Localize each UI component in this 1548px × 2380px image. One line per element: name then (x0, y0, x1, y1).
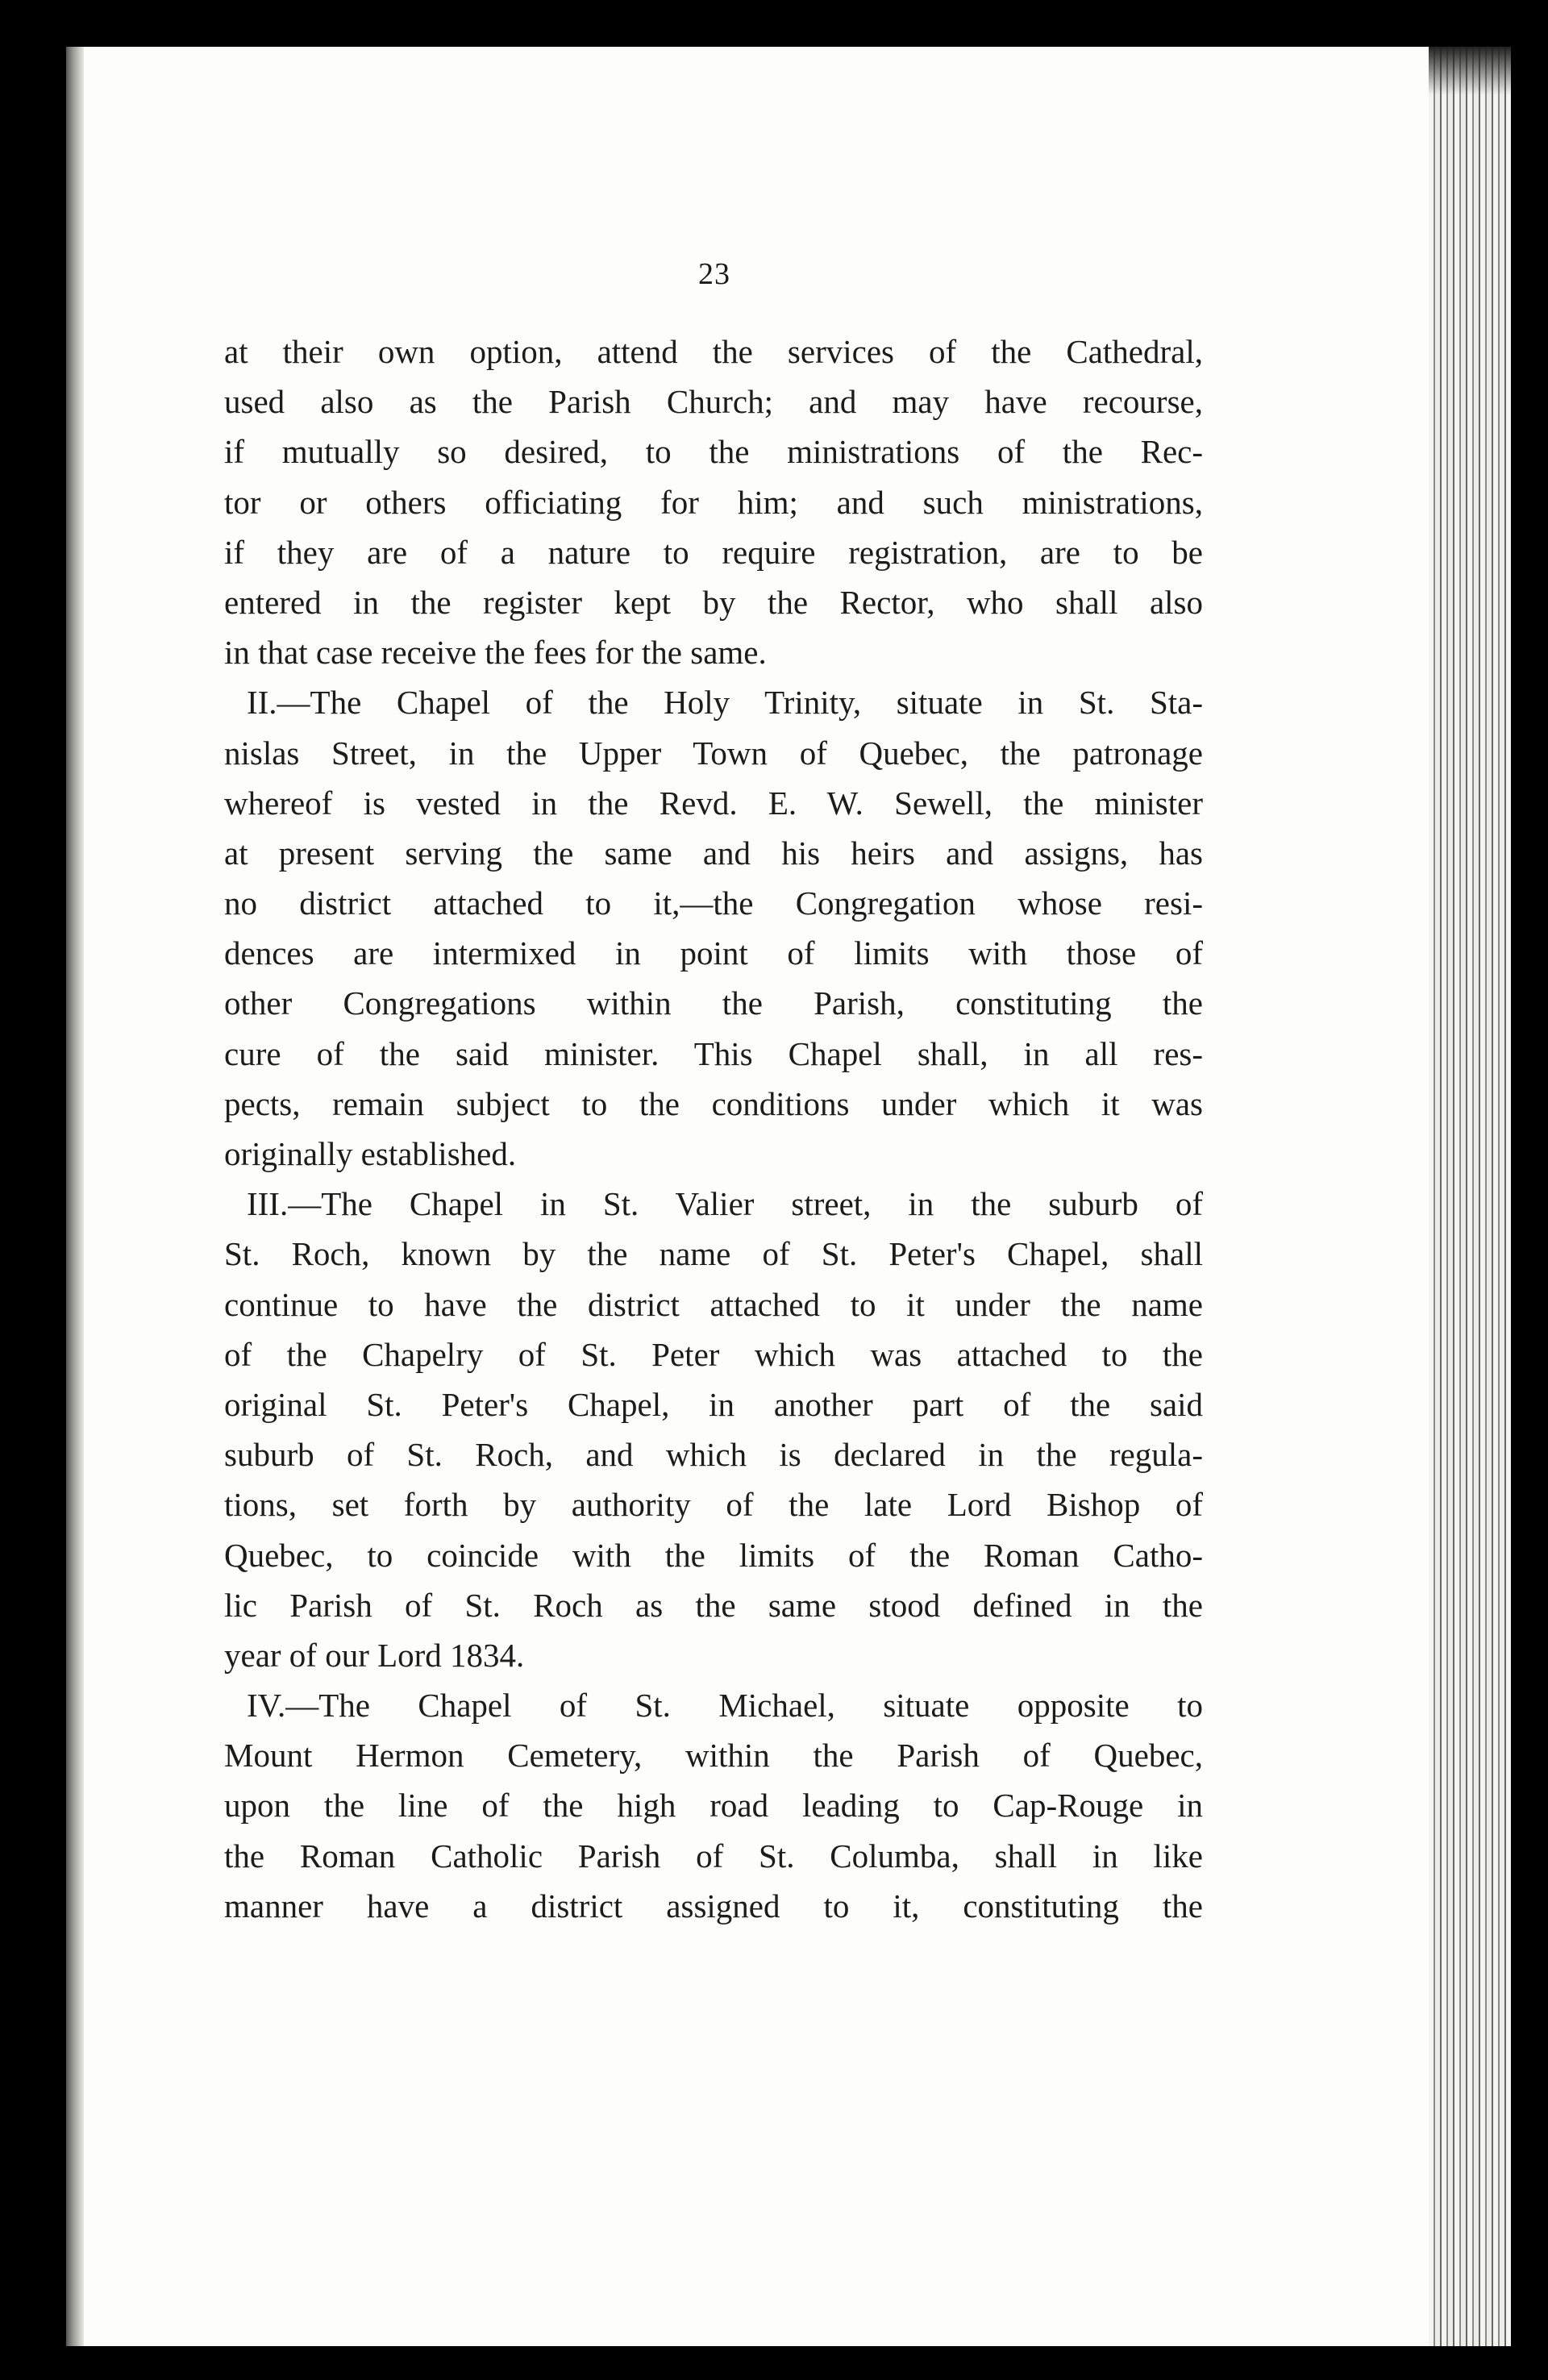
text-line: IV.—The Chapel of St. Michael, situate opposite to (247, 1687, 1203, 1725)
text-line: pects, remain subject to the conditions under which it was (224, 1084, 1203, 1122)
page-stack-shadow (1429, 47, 1517, 95)
text-line: dences are intermixed in point of limits with those of (224, 934, 1203, 972)
text-line: other Congregations within the Parish, constituting the (224, 984, 1203, 1022)
text-line: of the Chapelry of St. Peter which was attached to the (224, 1335, 1203, 1373)
text-line: in that case receive the fees for the same. (224, 634, 767, 672)
text-line: entered in the register kept by the Rector, who shall also (224, 583, 1203, 621)
text-line: at their own option, attend the services of the Cathedral, (224, 333, 1203, 370)
scan-right-border (1511, 0, 1548, 2380)
text-line: Quebec, to coincide with the limits of the Roman Catho- (224, 1536, 1203, 1574)
text-line: suburb of St. Roch, and which is declared in the regula- (224, 1436, 1203, 1474)
text-line: tions, set forth by authority of the late Lord Bishop of (224, 1486, 1203, 1524)
text-line: continue to have the district attached to it under the name (224, 1285, 1203, 1323)
page-gutter-shadow (66, 47, 84, 2346)
text-line: tor or others officiating for him; and such ministrations, (224, 483, 1203, 521)
scan-bottom-border (0, 2346, 1548, 2380)
text-line: St. Roch, known by the name of St. Peter's Chapel, shall (224, 1235, 1203, 1273)
text-line: if mutually so desired, to the ministrations of the Rec- (224, 433, 1203, 471)
text-line: at present serving the same and his heirs and assigns, has (224, 834, 1203, 872)
text-line: lic Parish of St. Roch as the same stood defined in the (224, 1586, 1203, 1624)
scan-top-border (0, 0, 1548, 47)
body-text (224, 327, 1203, 1931)
text-line: whereof is vested in the Revd. E. W. Sewell, the minister (224, 784, 1203, 822)
page-stack-edges (1429, 47, 1517, 2346)
text-line: manner have a district assigned to it, constituting the (224, 1887, 1203, 1924)
text-line: originally established. (224, 1135, 517, 1172)
text-line: year of our Lord 1834. (224, 1636, 525, 1674)
text-line: no district attached to it,—the Congregation whose resi- (224, 884, 1203, 922)
text-line: original St. Peter's Chapel, in another part of the said (224, 1385, 1203, 1423)
text-line: upon the line of the high road leading to Cap-Rouge in (224, 1787, 1203, 1825)
text-line: nislas Street, in the Upper Town of Quebec, the patronage (224, 734, 1203, 772)
text-line: III.—The Chapel in St. Valier street, in the suburb of (247, 1185, 1203, 1223)
text-line: Mount Hermon Cemetery, within the Parish of Quebec, (224, 1737, 1203, 1775)
text-line: the Roman Catholic Parish of St. Columba, shall in like (224, 1837, 1203, 1874)
text-line: cure of the said minister. This Chapel shall, in all res- (224, 1034, 1203, 1072)
text-line: used also as the Parish Church; and may have recourse, (224, 383, 1203, 421)
page-number: 23 (698, 257, 730, 291)
text-line: if they are of a nature to require registration, are to be (224, 533, 1203, 571)
text-line: II.—The Chapel of the Holy Trinity, situate in St. Sta- (247, 684, 1203, 722)
